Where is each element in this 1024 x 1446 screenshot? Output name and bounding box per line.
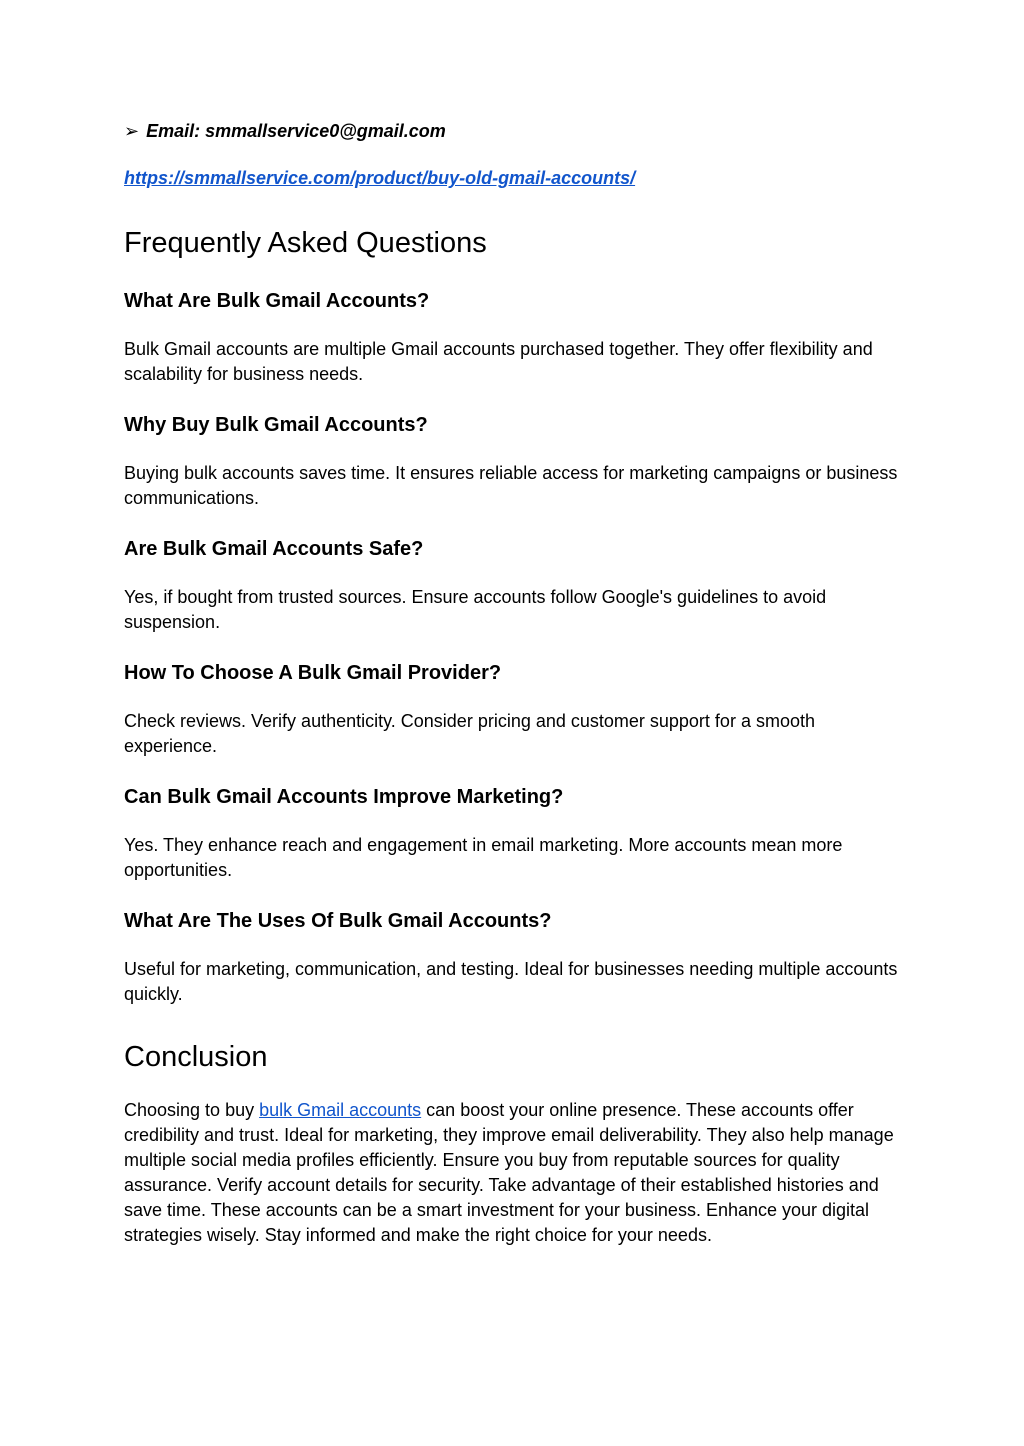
- arrow-bullet-icon: ➢: [124, 121, 140, 141]
- bulk-gmail-accounts-link[interactable]: bulk Gmail accounts: [259, 1100, 422, 1120]
- faq-answer: Useful for marketing, communication, and testing. Ideal for businesses needing multiple accounts quickly.: [124, 959, 898, 1004]
- faq-answer: Buying bulk accounts saves time. It ensures reliable access for marketing campaigns or business communications.: [124, 463, 898, 508]
- faq-answer: Bulk Gmail accounts are multiple Gmail accounts purchased together. They offer flexibility and scalability for business needs.: [124, 339, 873, 384]
- conclusion-text-start: Choosing to buy: [124, 1100, 260, 1120]
- faq-answer: Yes, if bought from trusted sources. Ensure accounts follow Google's guidelines to avoid suspension.: [124, 587, 827, 632]
- faq-answer: Check reviews. Verify authenticity. Consider pricing and customer support for a smooth experience.: [124, 711, 815, 756]
- product-url-link[interactable]: https://smmallservice.com/product/buy-old-gmail-accounts/: [124, 168, 636, 188]
- faq-question: Can Bulk Gmail Accounts Improve Marketing?: [124, 786, 564, 808]
- faq-question: Why Buy Bulk Gmail Accounts?: [124, 414, 428, 436]
- faq-answer: Yes. They enhance reach and engagement in email marketing. More accounts mean more opportunities.: [124, 835, 843, 880]
- faq-question: What Are Bulk Gmail Accounts?: [124, 290, 430, 312]
- contact-email: [124, 121, 446, 142]
- faq-question: How To Choose A Bulk Gmail Provider?: [124, 662, 502, 684]
- faq-title: Frequently Asked Questions: [124, 227, 487, 259]
- conclusion-title: Conclusion: [124, 1041, 268, 1073]
- conclusion-paragraph: [124, 1098, 899, 1248]
- email-text: Email: smmallservice0@gmail.com: [146, 121, 446, 141]
- faq-question: Are Bulk Gmail Accounts Safe?: [124, 538, 424, 560]
- conclusion-text-rest: can boost your online presence. These accounts offer credibility and trust. Ideal for marketing, they improve email deliverability. They also help manage multiple social media profiles efficiently. Ensure you buy from reputable sources for quality assurance. Verify account details for security. Take advantage of their established histories and save time. These accounts can be a smart investment for your business. Enhance your digital strategies wisely. Stay informed and make the right choice for your needs.: [124, 1100, 894, 1245]
- faq-question: What Are The Uses Of Bulk Gmail Accounts?: [124, 910, 552, 932]
